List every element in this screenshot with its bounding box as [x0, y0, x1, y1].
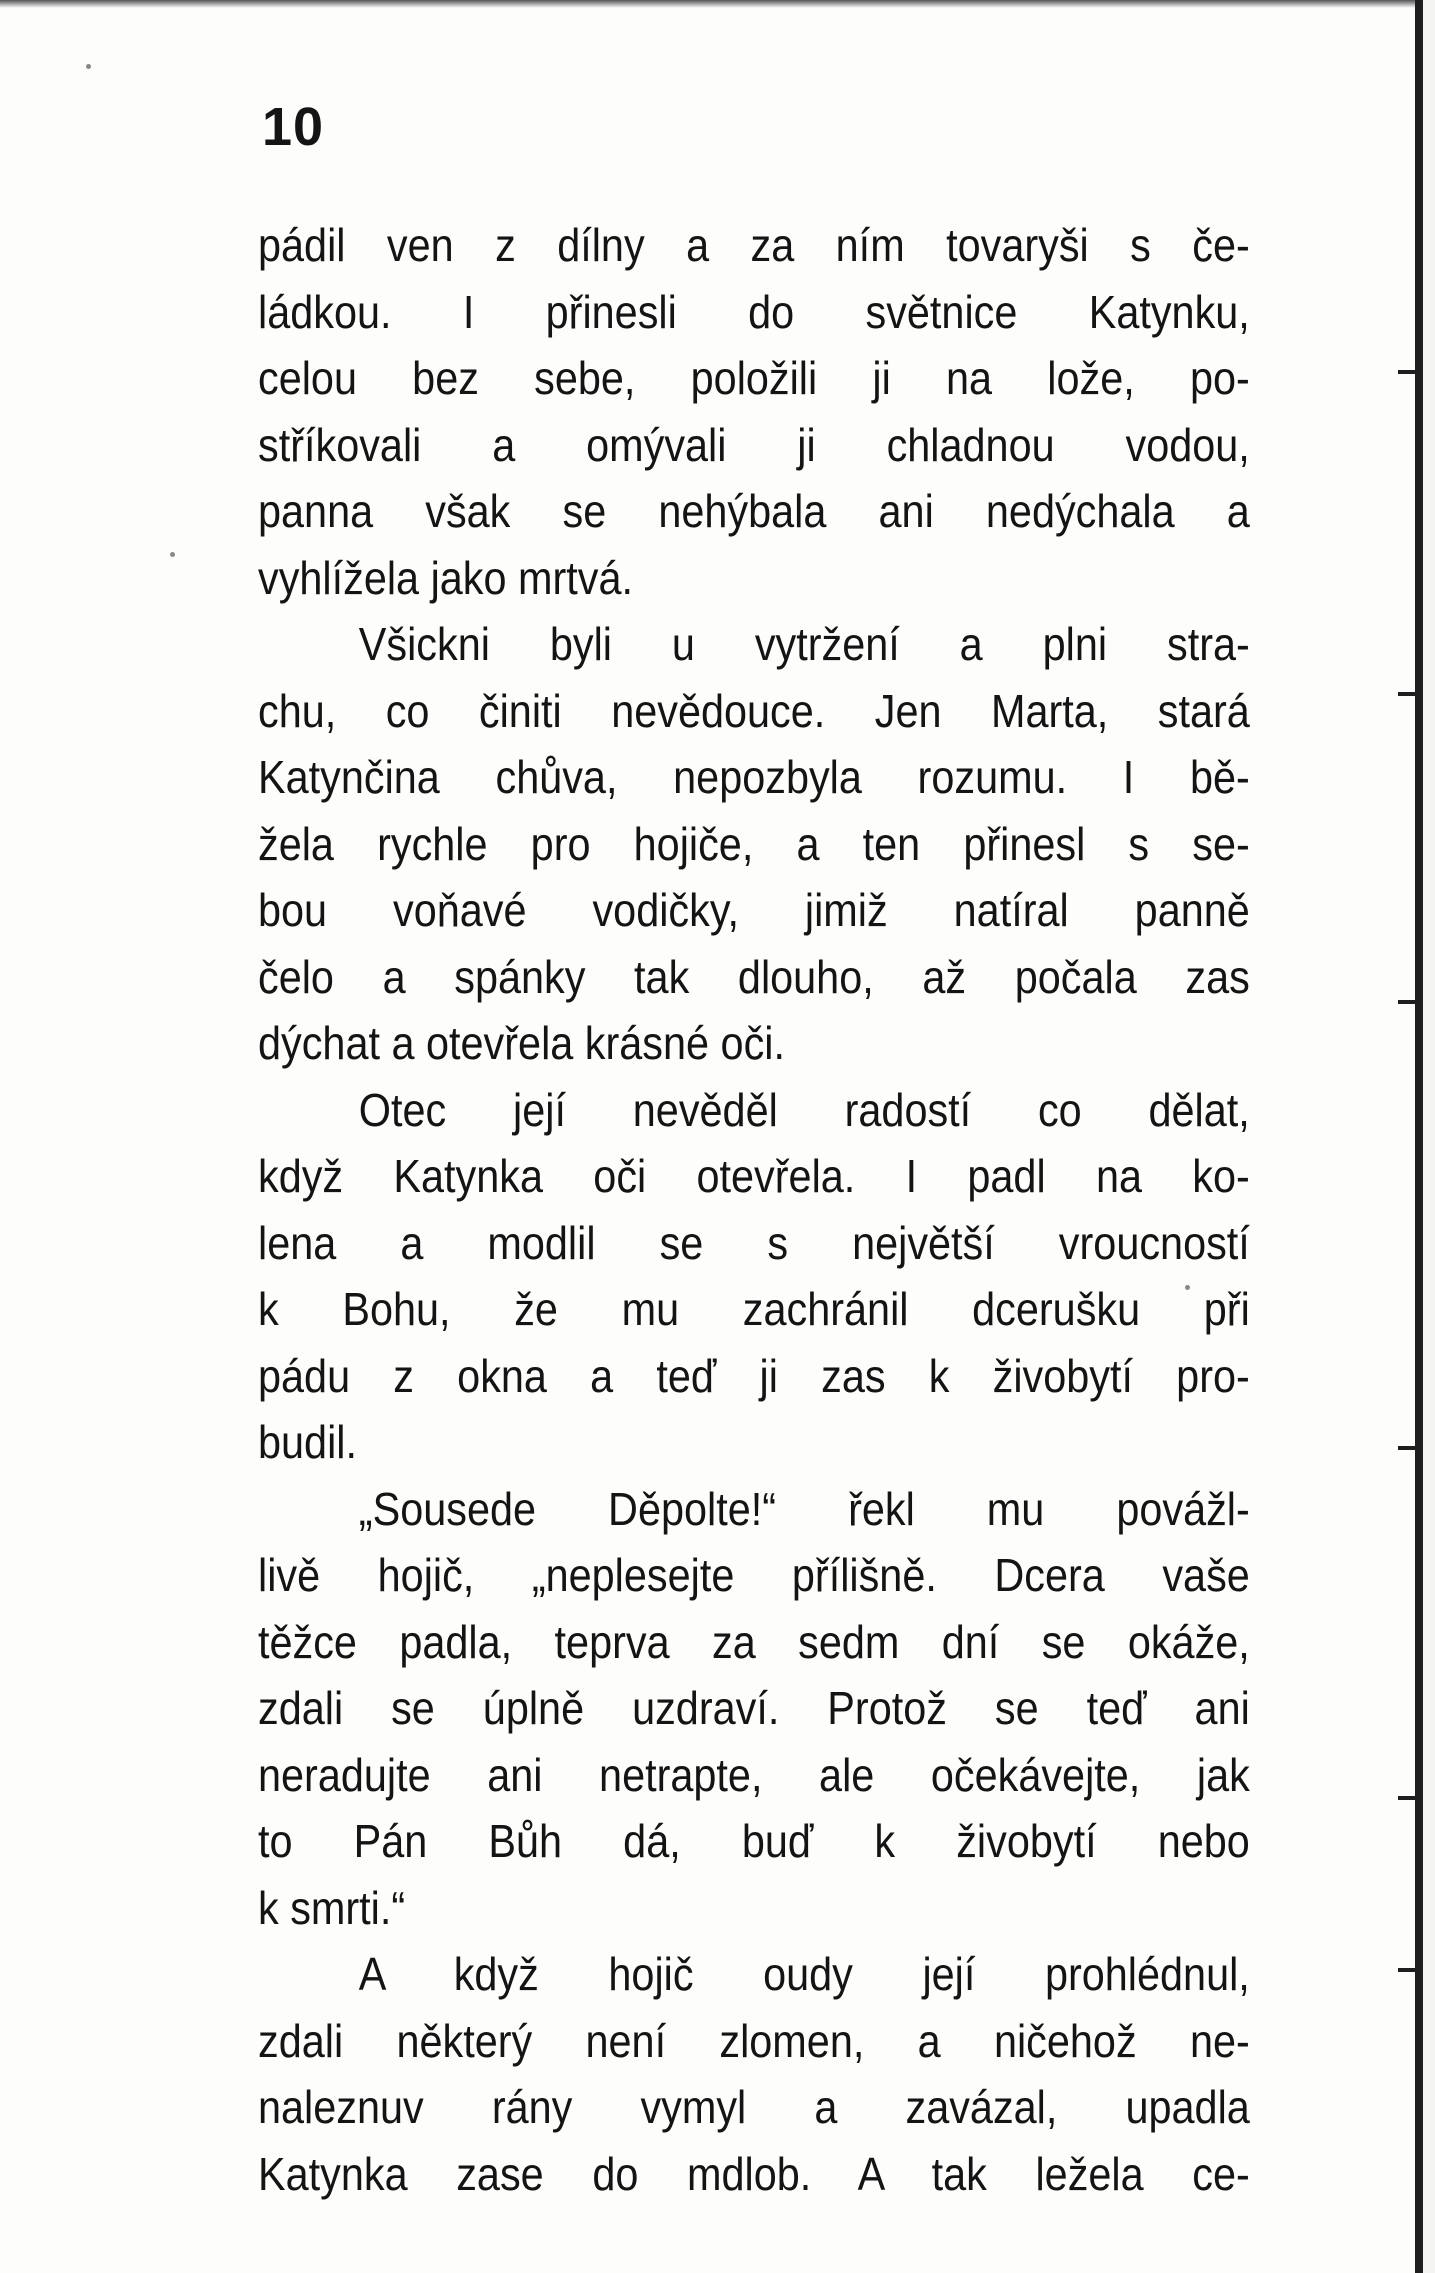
text-line: naleznuv rány vymyl a zavázal, upadla	[258, 2081, 1250, 2133]
text-line: když Katynka oči otevřela. I padl na ko-	[258, 1150, 1250, 1202]
text-line: čelo a spánky tak dlouho, až počala zas	[258, 950, 1250, 1003]
text-line: neradujte ani netrapte, ale očekávejte, jak	[258, 1748, 1250, 1801]
text-line: k smrti.“	[258, 1881, 406, 1934]
text-line: ládkou. I přinesli do světnice Katynku,	[258, 285, 1250, 338]
text-line: k Bohu, že mu zachránil dcerušku při	[258, 1283, 1250, 1335]
text-line: bou voňavé vodičky, jimiž natíral panně	[258, 884, 1250, 936]
text-line: budil.	[258, 1416, 357, 1468]
text-line: to Pán Bůh dá, buď k živobytí nebo	[258, 1815, 1250, 1867]
text-line: zdali některý není zlomen, a ničehož ne-	[258, 2014, 1250, 2067]
body-text	[258, 212, 1250, 2207]
edge-mark	[1398, 692, 1420, 696]
page-number: 10	[262, 97, 325, 157]
page-outer-margin	[1423, 0, 1435, 2273]
text-line: „Sousede Děpolte!“ řekl mu povážl-	[358, 1482, 1250, 1535]
text-line: A když hojič oudy její prohlédnul,	[358, 1948, 1250, 2000]
text-line: lena a modlil se s největší vroucností	[258, 1216, 1250, 1269]
edge-mark	[1398, 1000, 1420, 1004]
page-binding-edge	[1415, 0, 1423, 2273]
text-line: livě hojič, „neplesejte přílišně. Dcera vaše	[258, 1549, 1250, 1601]
text-line: dýchat a otevřela krásné oči.	[258, 1017, 785, 1069]
page-top-edge	[0, 0, 1435, 8]
text-line: pádil ven z dílny a za ním tovaryši s če-	[258, 219, 1250, 271]
text-line: těžce padla, teprva za sedm dní se okáže,	[258, 1615, 1250, 1668]
paper-speck	[86, 64, 91, 69]
paper-speck	[170, 552, 175, 557]
text-line: celou bez sebe, položili ji na lože, po-	[258, 352, 1250, 404]
text-line: žela rychle pro hojiče, a ten přinesl s se-	[258, 817, 1250, 870]
edge-mark	[1398, 370, 1420, 374]
edge-mark	[1398, 1968, 1420, 1972]
text-line: Katynka zase do mdlob. A tak ležela ce-	[258, 2147, 1250, 2200]
text-line: vyhlížela jako mrtvá.	[258, 551, 634, 604]
text-line: pádu z okna a teď ji zas k živobytí pro-	[258, 1349, 1250, 1402]
edge-mark	[1398, 1796, 1420, 1800]
text-line: Katynčina chůva, nepozbyla rozumu. I bě-	[258, 751, 1250, 803]
text-line: zdali se úplně uzdraví. Protož se teď ani	[258, 1682, 1250, 1734]
text-line: stříkovali a omývali ji chladnou vodou,	[258, 418, 1250, 471]
text-line: Všickni byli u vytržení a plni stra-	[358, 618, 1250, 670]
text-line: chu, co činiti nevědouce. Jen Marta, stará	[258, 684, 1250, 737]
text-line: Otec její nevěděl radostí co dělat,	[358, 1083, 1250, 1136]
text-line: panna však se nehýbala ani nedýchala a	[258, 485, 1250, 537]
edge-mark	[1398, 1446, 1420, 1450]
